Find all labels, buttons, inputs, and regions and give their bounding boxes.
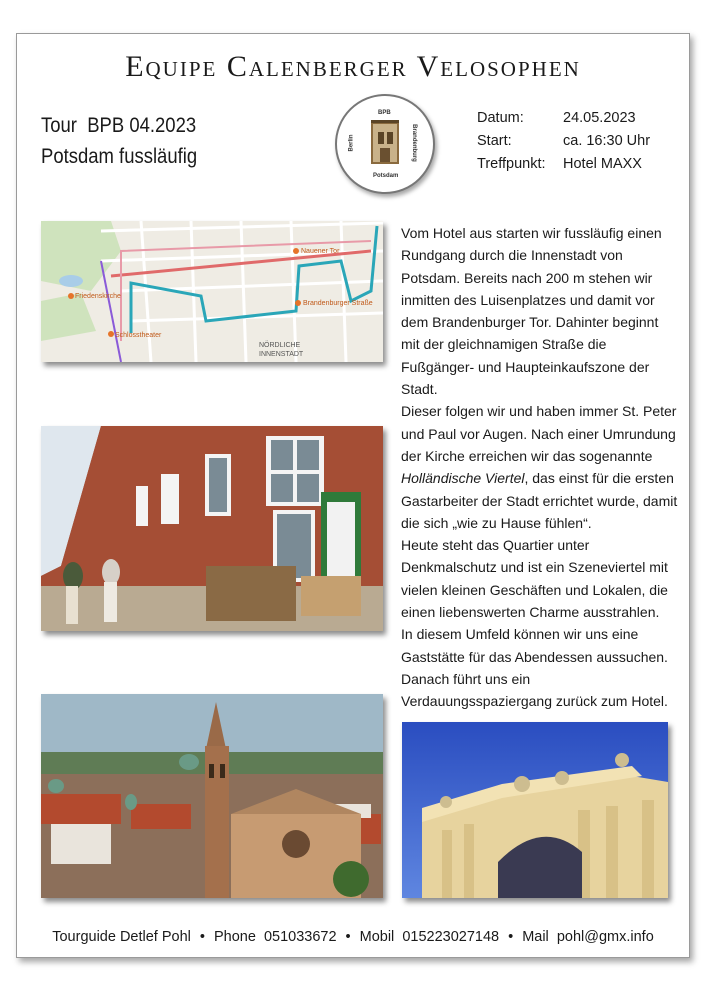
map-label-district-2: INNENSTADT	[259, 351, 304, 358]
page-title: Equipe Calenberger Velosophen	[125, 50, 581, 83]
info-row-meeting-point	[477, 153, 650, 176]
map-label-brandenburger-strasse: Brandenburger Straße	[303, 300, 373, 307]
info-row-date	[477, 107, 650, 130]
bpb-logo	[335, 94, 435, 194]
info-label: Datum:	[477, 110, 524, 126]
logo-bottom-text: Potsdam	[373, 173, 399, 179]
flyer-page	[16, 33, 690, 958]
info-label: Treffpunkt:	[477, 156, 546, 172]
info-label: Start:	[477, 133, 512, 149]
info-value: ca. 16:30 Uhr	[563, 133, 651, 149]
paragraph-dinner: In diesem Umfeld können wir uns eine Gaststätte für das Abendessen aussuchen. Danach führt uns ein Verdauungsspaziergang zurück zum Hotel.	[401, 626, 668, 710]
map-label-nauener-tor: Nauener Tor	[301, 248, 340, 255]
tour-heading	[41, 110, 197, 172]
dutch-quarter-name: Holländische Viertel	[401, 470, 525, 487]
tour-description	[401, 222, 679, 713]
tour-name: Potsdam fussläufig	[41, 145, 198, 168]
paragraph-intro: Vom Hotel aus starten wir fussläufig einen Rundgang durch die Innenstadt von Potsdam. Bereits nach 200 m stehen wir inmitten des Luisenplatzes und damit vor dem Brandenburger Tor. Dahinter beginnt mit der gleichnamigen Straße die Fußgänger- und Haupteinkaufszone der Stadt.	[401, 225, 662, 398]
map-label-schlosstheater: Schlosstheater	[115, 332, 162, 339]
info-value: 24.05.2023	[563, 110, 636, 126]
map-label-friedenskirche: Friedenskirche	[75, 293, 121, 300]
separator-dot: •	[199, 929, 205, 945]
tour-info	[477, 107, 650, 176]
brandenburg-gate-photo	[402, 722, 668, 898]
potsdam-skyline-photo	[41, 694, 383, 898]
route-map	[41, 221, 383, 362]
logo-left-text: Berlin	[348, 134, 355, 152]
info-row-start	[477, 130, 650, 153]
map-label-district-1: NÖRDLICHE	[259, 342, 301, 349]
paragraph-route: Dieser folgen wir und haben immer St. Peter und Paul vor Augen. Nach einer Umrundung der Kirche erreichen wir das sogenannte Holländische Viertel, das einst für die ersten Gastarbeiter der Stadt errichtet wurde, damit die sich „wie zu Hause fühlen“.	[401, 403, 678, 531]
mobile-number: Mobil 015223027148	[359, 929, 500, 945]
info-value: Hotel MAXX	[563, 156, 642, 172]
tour-code: Tour BPB 04.2023	[41, 114, 197, 137]
email-address[interactable]: Mail pohl@gmx.info	[522, 929, 654, 945]
separator-dot: •	[345, 929, 351, 945]
dutch-quarter-photo	[41, 426, 383, 631]
paragraph-quarter: Heute steht das Quartier unter Denkmalschutz und ist ein Szeneviertel mit vielen kleinen Geschäften und Lokalen, die einen liebenswerten Charme ausstrahlen.	[401, 537, 668, 621]
logo-right-text: Brandenburg	[410, 124, 417, 162]
contact-footer	[17, 929, 689, 945]
logo-top-text: BPB	[378, 110, 391, 116]
phone-number: Phone 051033672	[213, 929, 337, 945]
guide-name: Tourguide Detlef Pohl	[52, 929, 191, 945]
separator-dot: •	[508, 929, 514, 945]
